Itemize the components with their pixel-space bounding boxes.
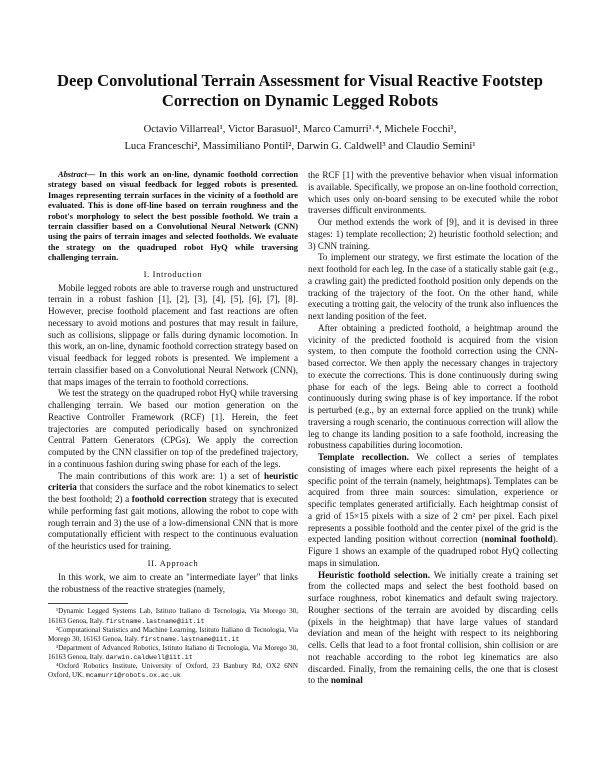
contrib-bold-correction: foothold correction	[131, 494, 207, 505]
nominal-term: nominal	[330, 675, 363, 686]
footnote-1-email: firstname.lastname@iit.it	[105, 617, 205, 625]
footnote-4-text: ⁴Oxford Robotics Institute, University of Oxford, 23 Banbury Rd, OX2 6NN Oxford, UK.	[48, 661, 298, 680]
footnote-4	[48, 662, 298, 680]
footnote-3	[48, 644, 298, 662]
contrib-text-d: strategy that is executed while performing fast gait motions, allowing the robot to cope with rough terrain and 3) the use of a low-dimensional CNN that is more computationally efficient with respect to the continuous evaluation of the heuristics used for training.	[48, 494, 298, 552]
footnote-2	[48, 626, 298, 644]
footnote-2-email: firstname.lastname@iit.it	[140, 635, 240, 643]
footnote-1	[48, 607, 298, 625]
abstract-text: — In this work an on-line, dynamic foothold correction strategy based on visual feedback for legged robots is presented. Images representing terrain surfaces in the vicinity of a foothold are evaluated. This is done off-line based on terrain roughness and the robot's morphology to select the best possible foothold. We train a terrain classifier based on a Convolutional Neural Network (CNN) using the pairs of terrain images and selected footholds. We evaluate the strategy on the quadruped robot HyQ while traversing challenging terrain.	[48, 170, 298, 263]
template-recollection-heading: Template recollection.	[318, 452, 409, 462]
abstract-label: Abstract	[58, 170, 87, 179]
right-paragraph-1: the RCF [1] with the preventive behavior when visual information is available. Specifically, we propose an on-line foothold correction, which uses only on-board sensing to be executed while the robot traverses difficult environments.	[308, 170, 558, 216]
footnote-4-email: mcamurri@robots.ox.ac.uk	[85, 672, 181, 680]
template-recollection-paragraph	[308, 452, 558, 570]
footnotes	[48, 607, 298, 680]
authors-line-1: Octavio Villarreal¹, Victor Barasuol¹, Marco Camurri¹˒⁴, Michele Focchi¹,	[143, 124, 457, 135]
heuristic-selection-heading: Heuristic foothold selection.	[318, 569, 430, 580]
intro-paragraph-1: Mobile legged robots are able to traverse rough and unstructured terrain in a robust fashion [1], [2], [3], [4], [5], [6], [7], [8]. However, precise foothold placement and fast reactions are often necessary to avoid motions and postures that may result in failure, such as collisions, slippage or falls during dynamic locomotion. In this work, an on-line, dynamic foothold correction strategy based on visual feedback for legged robots is presented. We implement a terrain classifier based on a Convolutional Neural Network (CNN), that maps images of the terrain to foothold corrections.	[48, 282, 298, 387]
footnote-2-text: ²Computational Statistics and Machine Learning, Istituto Italiano di Tecnologia, Via Morego 30, 16163 Genoa, Italy.	[48, 625, 298, 643]
contrib-text-c: that considers the surface and the robot kinematics to select the best foothold; 2) a	[48, 482, 298, 505]
template-text-a: We collect a series of templates consisting of images where each pixel represents the height of a specific point of the terrain (namely, heightmaps). Templates can be acquired from three main sources: simulation, experience or specific templates generated artificially. Each heightmap consist of a grid of 15×15 pixels with a size of 2 cm² per pixel. Each pixel represents a possible foothold and the center pixel of the grid is the expected landing position without correction (	[308, 452, 558, 545]
section-heading-approach: II. Approach	[147, 557, 199, 568]
nominal-foothold-term: nominal foothold	[484, 534, 553, 545]
intro-paragraph-2: We test the strategy on the quadruped robot HyQ while traversing challenging terrain. We based our motion generation on the Reactive Controller Framework (RCF) [1]. Herein, the feet trajectories are computed periodically based on synchronized Central Pattern Generators (CPGs). We apply the correction computed by the CNN classifier on top of the predefined trajectory, in a continuous fashion during swing phase for each of the legs.	[48, 388, 298, 469]
approach-paragraph-1: In this work, we aim to create an "intermediate layer" that links the robustness of the reactive strategies (namely,	[48, 571, 298, 594]
author-list	[60, 121, 540, 155]
paper-title: Deep Convolutional Terrain Assessment for Visual Reactive Footstep Correction on Dynamic Legged Robots	[57, 71, 543, 110]
intro-paragraph-3	[48, 471, 298, 553]
right-paragraph-3: To implement our strategy, we first estimate the location of the next foothold for each leg. In the case of a statically stable gait (e.g., a crawling gait) the predicted foothold position only depends on the tracking of the trajectory of the foot. On the other hand, while executing a trotting gait, the velocity of the trunk also influences the next landing position of the feet.	[308, 252, 558, 321]
footnote-3-email: darwin.caldwell@iit.it	[105, 653, 193, 661]
contrib-bold-heuristic: heuristic criteria	[48, 470, 298, 493]
authors-line-2: Luca Franceschi², Massimiliano Pontil², Darwin G. Caldwell³ and Claudio Semini¹	[124, 141, 476, 152]
footnote-rule	[48, 603, 128, 604]
abstract	[48, 170, 298, 264]
contrib-text-a: The main contributions of this work are: 1) a set of	[58, 470, 265, 481]
footnote-3-text: ³Department of Advanced Robotics, Istituto Italiano di Tecnologia, Via Morego 30, 16163 Genoa, Italy.	[48, 643, 298, 661]
section-heading-introduction: I. Introduction	[143, 268, 203, 279]
template-text-c: ). Figure 1 shows an example of the quadruped robot HyQ collecting maps in simulation.	[308, 534, 558, 568]
right-paragraph-4: After obtaining a predicted foothold, a heightmap around the vicinity of the predicted foothold is acquired from the vision system, to then compute the foothold correction using the CNN-based corrector. We then apply the necessary changes in trajectory to execute the corrections. This is done continuously during swing phase for each of the legs. Being able to correct a foothold continuously during swing phase is of key importance. If the robot is perturbed (e.g., by an external force applied on the trunk) while traversing a rough scenario, the continuous correction will allow the leg to change its landing position to a safe foothold, increasing the robustness capabilities during locomotion.	[308, 322, 558, 451]
left-column	[48, 170, 298, 680]
heuristic-selection-paragraph	[308, 570, 558, 688]
heuristic-text-a: We initially create a training set from the collected maps and select the best foothold based on surface roughness, robot kinematics and default swing trajectory. Rougher sections of the terrain are avoided by discarding cells (pixels in the heightmap) that have large values of standard deviation and mean of the height with respect to its neighboring cells. Cells that lead to a foot frontal collision, shin collision or are not reachable according to the robot leg kinematics are also discarded. Finally, from the remaining cells, the one that is closest to the	[308, 569, 558, 686]
footnote-1-text: ¹Dynamic Legged Systems Lab, Istituto Italiano di Tecnologia, Via Morego 30, 16163 Genoa, Italy.	[48, 607, 298, 625]
right-paragraph-2: Our method extends the work of [9], and it is devised in three stages: 1) template recollection; 2) heuristic foothold selection; and 3) CNN training.	[308, 217, 558, 251]
right-column	[308, 170, 558, 687]
